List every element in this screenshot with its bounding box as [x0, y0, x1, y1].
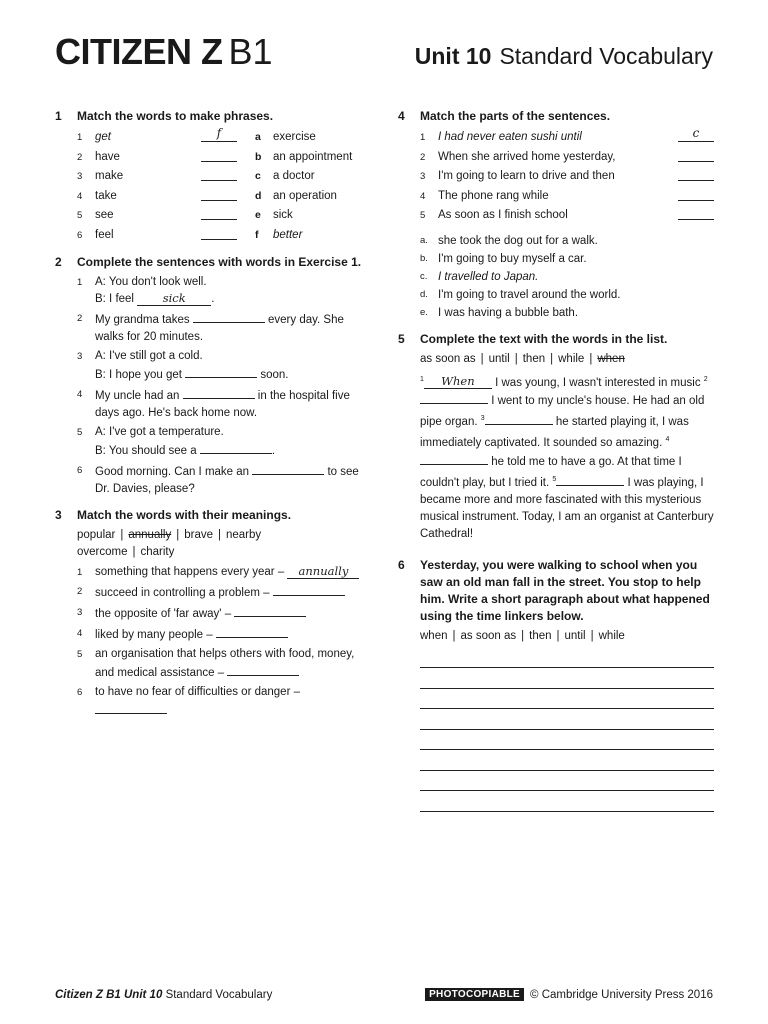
- sentence-ending: [398, 250, 714, 268]
- row-word: see: [95, 209, 114, 221]
- meaning-item: [55, 564, 375, 581]
- sentence-text: I had never eaten sushi until: [438, 131, 582, 143]
- exercise-number: 2: [55, 255, 62, 269]
- writing-line[interactable]: [420, 689, 714, 710]
- footer-copyright-block: [425, 988, 713, 1001]
- answer-blank[interactable]: [227, 663, 299, 676]
- meaning-text: succeed in controlling a problem –: [95, 587, 270, 599]
- exercise-3: [55, 507, 375, 720]
- footer-title: [55, 989, 272, 1001]
- answer-blank[interactable]: [678, 167, 714, 181]
- item-number: 4: [77, 389, 83, 400]
- exercise-title: Complete the text with the words in the list.: [420, 331, 668, 346]
- exercise-title: Match the words to make phrases.: [77, 109, 274, 123]
- row-letter: d: [255, 189, 262, 202]
- row-definition: an operation: [273, 189, 337, 202]
- row-number: 6: [77, 229, 83, 241]
- exercise-title: Match the words with their meanings.: [77, 508, 292, 522]
- sentence-ending: [398, 268, 714, 286]
- row-definition: a doctor: [273, 170, 315, 182]
- answer-blank[interactable]: [234, 604, 306, 617]
- passage-text: I was playing, I became more and more fascinated with this mysterious musical instrument. Today, I am an organist at Canterbury Cathedral!: [420, 476, 714, 540]
- word-option: as soon as: [460, 629, 517, 642]
- passage-text: I was young, I wasn't interested in music: [495, 376, 701, 389]
- meaning-item: [55, 646, 375, 682]
- writing-line[interactable]: [420, 750, 714, 771]
- row-letter: e: [255, 209, 261, 221]
- answer-blank[interactable]: [95, 701, 167, 714]
- match-row: [55, 206, 375, 226]
- meaning-text: liked by many people –: [95, 629, 213, 641]
- item-number: 3: [77, 607, 83, 618]
- sentence-item: [55, 310, 375, 346]
- exercise-number: 5: [398, 331, 405, 346]
- item-number: 1: [77, 277, 83, 288]
- answer-blank[interactable]: [556, 473, 624, 486]
- row-letter: a: [255, 131, 261, 143]
- match-row: [55, 226, 375, 246]
- item-number: 2: [77, 313, 83, 324]
- row-number: 1: [77, 132, 83, 143]
- sentence-text: B: You should see a: [95, 445, 197, 457]
- item-number: 1: [420, 132, 426, 143]
- item-number: 5: [420, 210, 426, 221]
- unit-number: Unit 10: [414, 43, 492, 69]
- word-option: charity: [140, 546, 175, 558]
- match-row: [55, 128, 375, 148]
- exercise-2: [55, 254, 375, 498]
- gap-number: 3: [480, 415, 485, 423]
- sentence-text: When she arrived home yesterday,: [438, 150, 616, 163]
- row-number: 2: [77, 151, 83, 163]
- sentence-start: [398, 148, 714, 168]
- option-text: she took the dog out for a walk.: [438, 234, 598, 247]
- right-column: [398, 108, 714, 821]
- sentence-text: As soon as I finish school: [438, 209, 568, 221]
- writing-line[interactable]: [420, 648, 714, 669]
- option-letter: e.: [420, 306, 428, 318]
- meaning-text: the opposite of 'far away' –: [95, 608, 232, 620]
- answer-blank[interactable]: [678, 148, 714, 162]
- sentence-text: every day. She walks for 20 minutes.: [95, 314, 344, 343]
- meaning-item: [55, 684, 375, 720]
- match-row: [55, 187, 375, 207]
- meaning-text: to have no fear of difficulties or danger –: [95, 686, 301, 698]
- sentence-text: B: I feel: [95, 293, 134, 305]
- sentence-item: [55, 462, 375, 498]
- exercise-number: 4: [398, 109, 405, 123]
- word-option: while: [598, 629, 625, 642]
- sentence-item: [55, 424, 375, 460]
- row-letter: b: [255, 150, 262, 163]
- answer-blank[interactable]: [201, 226, 237, 240]
- row-word: have: [95, 150, 120, 163]
- sentence-text: to see Dr. Davies, please?: [95, 466, 359, 495]
- answer-blank[interactable]: annually: [287, 566, 359, 579]
- answer-blank[interactable]: c: [678, 128, 714, 142]
- brand-level: B1: [228, 31, 273, 72]
- writing-line[interactable]: [420, 730, 714, 751]
- item-number: 2: [77, 586, 83, 597]
- word-option: then: [522, 352, 546, 365]
- meaning-item: [55, 604, 375, 623]
- sentence-ending: [398, 286, 714, 304]
- word-list: popular | annually | brave | nearby overcome | charity: [77, 529, 262, 558]
- exercise-5: [398, 331, 714, 543]
- answer-blank[interactable]: [420, 391, 488, 404]
- passage-text: I went to my uncle's house. He had an old pipe organ.: [420, 395, 705, 429]
- option-letter: a.: [420, 234, 428, 246]
- row-number: 3: [77, 171, 83, 182]
- sentence-start: [398, 187, 714, 207]
- item-number: 3: [77, 351, 83, 362]
- gap-fill-text: [398, 371, 714, 543]
- sentence-text: in the hospital five days ago. He's back home now.: [95, 390, 350, 419]
- sentence-start: [398, 167, 714, 187]
- answer-blank[interactable]: [185, 365, 257, 378]
- sentence-item: [55, 386, 375, 422]
- item-number: 4: [420, 190, 426, 202]
- match-row: [55, 167, 375, 187]
- item-number: 5: [77, 427, 83, 438]
- word-option: when: [597, 352, 625, 365]
- exercise-title: Match the parts of the sentences.: [420, 109, 611, 123]
- item-number: 4: [77, 628, 83, 639]
- sentence-text: A: You don't look well.: [95, 276, 207, 288]
- row-number: 5: [77, 210, 83, 221]
- answer-blank[interactable]: sick: [137, 293, 211, 306]
- option-letter: d.: [420, 288, 428, 300]
- word-option: when: [420, 629, 448, 642]
- writing-line[interactable]: [420, 668, 714, 689]
- item-number: 5: [77, 649, 83, 660]
- exercise-number: 3: [55, 508, 62, 522]
- gap-number: 5: [552, 475, 557, 483]
- item-number: 6: [77, 687, 83, 698]
- answer-blank[interactable]: [273, 583, 345, 596]
- footer-unit: Citizen Z B1 Unit 10: [55, 988, 163, 1001]
- word-option: popular: [77, 529, 116, 541]
- sentence-text: B: I hope you get: [95, 369, 182, 381]
- row-letter: c: [255, 170, 261, 182]
- exercise-4: [398, 108, 714, 322]
- item-number: 3: [420, 171, 426, 182]
- answer-blank[interactable]: [193, 310, 265, 323]
- answer-blank[interactable]: When: [424, 376, 492, 389]
- sentence-text: The phone rang while: [438, 189, 549, 202]
- sentence-ending: [398, 304, 714, 322]
- option-text: I'm going to buy myself a car.: [438, 252, 587, 265]
- page-footer: [55, 988, 713, 1001]
- exercise-6: [398, 557, 714, 812]
- option-text: I'm going to travel around the world.: [438, 288, 621, 301]
- item-number: 2: [420, 151, 426, 163]
- word-option: annually: [128, 529, 172, 541]
- unit-title: [415, 42, 713, 70]
- row-word: get: [95, 131, 111, 143]
- sentence-text: My grandma takes: [95, 314, 190, 326]
- exercise-number: 6: [398, 557, 405, 572]
- writing-line[interactable]: [420, 709, 714, 730]
- passage-text: he told me to have a go. At that time I couldn't play, but I tried it.: [420, 455, 682, 489]
- meaning-text: something that happens every year –: [95, 566, 285, 578]
- word-option: while: [558, 352, 585, 365]
- sentence-text: I'm going to learn to drive and then: [438, 170, 615, 182]
- word-option: until: [564, 629, 586, 642]
- answer-blank[interactable]: [201, 206, 237, 220]
- word-option: brave: [184, 529, 213, 541]
- option-text: I travelled to Japan.: [438, 270, 539, 283]
- answer-blank[interactable]: [200, 441, 272, 454]
- gap-number: 1: [420, 375, 424, 383]
- word-list: as soon as | until | then | while | when: [420, 352, 625, 365]
- row-definition: an appointment: [273, 150, 353, 163]
- row-word: take: [95, 189, 117, 202]
- match-row: [55, 148, 375, 168]
- row-definition: sick: [273, 209, 293, 221]
- gap-number: 2: [703, 375, 708, 383]
- word-option: then: [529, 629, 552, 642]
- sentence-text: My uncle had an: [95, 390, 180, 402]
- sentence-item: [55, 274, 375, 308]
- answer-blank[interactable]: [183, 386, 255, 399]
- row-letter: f: [255, 228, 259, 241]
- option-letter: c.: [420, 270, 428, 282]
- sentence-text: A: I've got a temperature.: [95, 426, 224, 438]
- sentence-text: soon.: [260, 369, 289, 381]
- option-letter: b.: [420, 252, 428, 264]
- writing-line[interactable]: [420, 791, 714, 812]
- passage-text: he started playing it, I was immediately captivated. It sounded so amazing.: [420, 416, 689, 449]
- row-definition: exercise: [273, 131, 316, 143]
- row-word: make: [95, 170, 124, 182]
- copyright-text: © Cambridge University Press 2016: [530, 988, 713, 1001]
- gap-number: 4: [665, 436, 670, 444]
- row-number: 4: [77, 190, 83, 202]
- meaning-item: [55, 625, 375, 644]
- footer-subject: Standard Vocabulary: [165, 988, 273, 1001]
- word-list: when | as soon as | then | until | while: [420, 629, 625, 642]
- brand-name: CITIZEN Z: [55, 31, 223, 72]
- exercise-number: 1: [55, 109, 62, 123]
- answer-blank[interactable]: f: [201, 128, 237, 142]
- word-option: until: [488, 352, 510, 365]
- exercise-title: Complete the sentences with words in Exercise 1.: [77, 255, 362, 269]
- answer-blank[interactable]: [216, 625, 288, 638]
- sentence-start: [398, 128, 714, 148]
- brand-title: [55, 30, 273, 74]
- answer-blank[interactable]: [678, 187, 714, 201]
- answer-blank[interactable]: [252, 462, 324, 475]
- word-option: nearby: [226, 529, 262, 541]
- meaning-text: an organisation that helps others with food, money, and medical assistance –: [95, 648, 355, 679]
- photocopiable-badge: PHOTOCOPIABLE: [425, 988, 524, 1001]
- sentence-ending: [398, 232, 714, 250]
- sentence-text: Good morning. Can I make an: [95, 466, 250, 478]
- option-text: I was having a bubble bath.: [438, 306, 579, 319]
- answer-blank[interactable]: [678, 206, 714, 220]
- writing-line[interactable]: [420, 771, 714, 792]
- sentence-text: A: I've still got a cold.: [95, 350, 203, 362]
- answer-blank[interactable]: [420, 452, 488, 465]
- exercise-title: Yesterday, you were walking to school when you saw an old man fall in the street. You stop to help him. Write a short paragraph about what happened using the time linkers below.: [420, 557, 710, 623]
- row-word: feel: [95, 228, 114, 241]
- answer-blank[interactable]: [485, 412, 553, 425]
- sentence-text: .: [271, 445, 276, 457]
- answer-blank[interactable]: [201, 148, 237, 162]
- row-definition: better: [273, 228, 303, 241]
- sentence-text: .: [211, 293, 215, 305]
- exercise-1: [55, 108, 375, 245]
- sentence-start: [398, 206, 714, 226]
- sentence-item: [55, 348, 375, 384]
- answer-blank[interactable]: [201, 187, 237, 201]
- unit-subject: Standard Vocabulary: [499, 43, 713, 69]
- meaning-item: [55, 583, 375, 602]
- item-number: 6: [77, 465, 83, 476]
- word-option: as soon as: [420, 352, 476, 365]
- word-option: overcome: [77, 546, 128, 558]
- answer-blank[interactable]: [201, 167, 237, 181]
- item-number: 1: [77, 567, 83, 578]
- left-column: [55, 108, 375, 729]
